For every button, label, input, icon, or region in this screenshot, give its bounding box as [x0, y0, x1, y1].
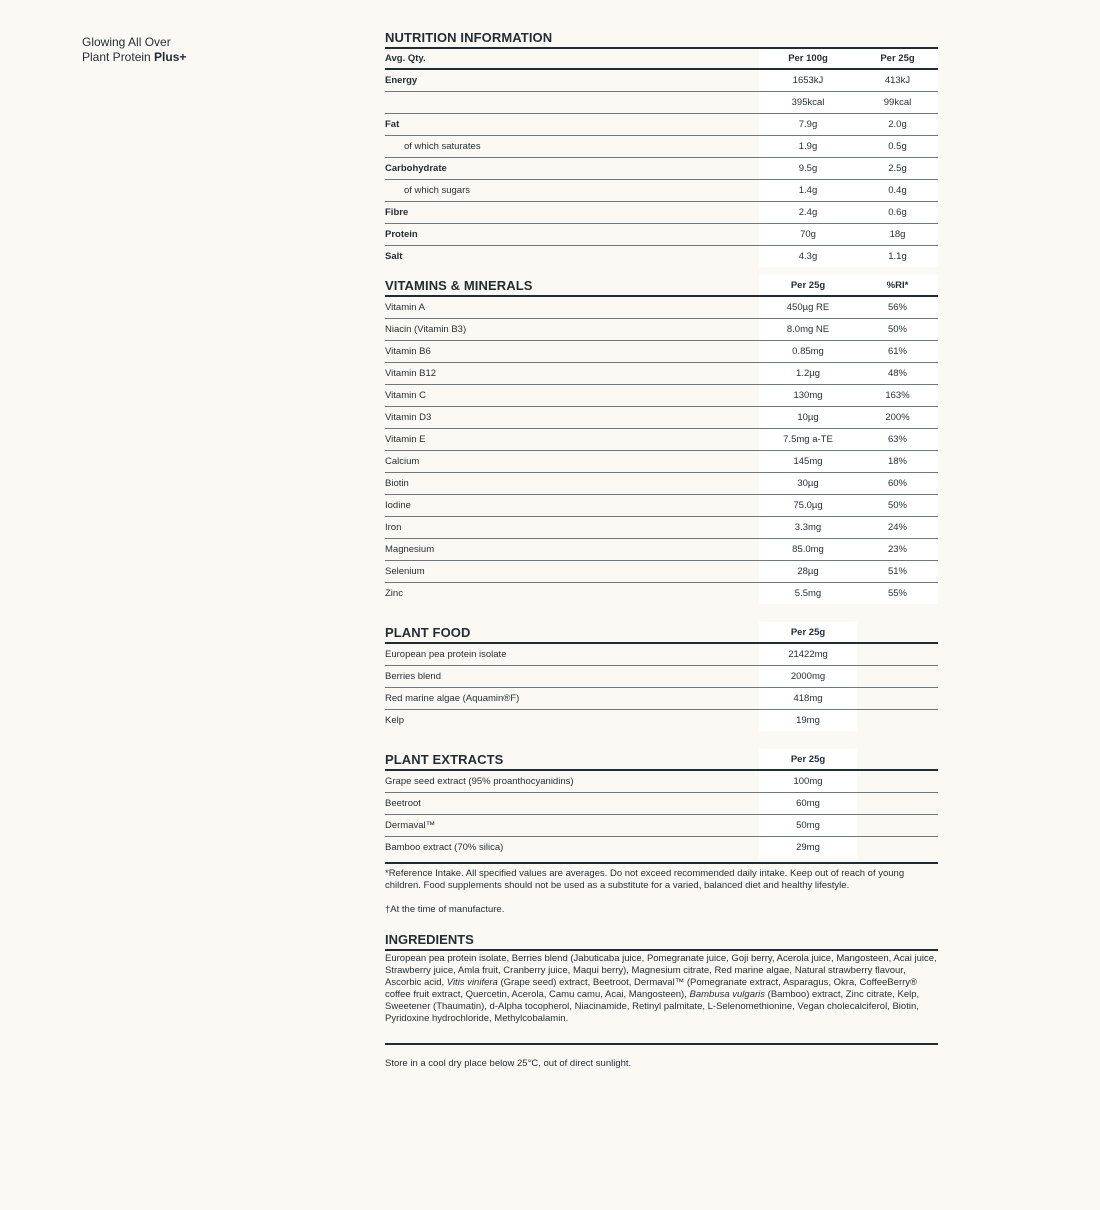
row-label: Red marine algae (Aquamin®F): [385, 693, 520, 704]
row-value-2: 61%: [857, 341, 938, 362]
row-value-1: 100mg: [759, 771, 857, 792]
row-empty-cell: [857, 793, 938, 814]
plant-extract-row: [385, 815, 938, 837]
row-value-1: 418mg: [759, 688, 857, 709]
row-label: Iodine: [385, 500, 411, 511]
nutrition-row: [385, 114, 938, 136]
row-value-1: 130mg: [759, 385, 857, 406]
vitamin-row: [385, 319, 938, 341]
plant-food-row: [385, 710, 938, 731]
ingredients-title: INGREDIENTS: [385, 932, 938, 951]
row-label: Magnesium: [385, 544, 435, 555]
row-value-1: 10µg: [759, 407, 857, 428]
row-label: Selenium: [385, 566, 425, 577]
row-label: Vitamin A: [385, 302, 425, 313]
plant-food-header-row: [385, 622, 938, 644]
row-value-1: 395kcal: [759, 92, 857, 113]
header-per-100g: Per 100g: [759, 49, 857, 68]
product-line-2-regular: Plant Protein: [82, 50, 155, 64]
vitamin-row: [385, 341, 938, 363]
nutrition-header-row: [385, 49, 938, 70]
plant-extract-row: [385, 837, 938, 858]
row-value-1: 85.0mg: [759, 539, 857, 560]
row-value-1: 60mg: [759, 793, 857, 814]
vitamin-row: [385, 473, 938, 495]
row-label: Salt: [385, 251, 403, 262]
row-value-2: 163%: [857, 385, 938, 406]
row-empty-cell: [857, 710, 938, 731]
row-value-2: 2.0g: [857, 114, 938, 135]
row-value-1: 7.5mg a-TE: [759, 429, 857, 450]
row-value-2: 24%: [857, 517, 938, 538]
row-value-2: 48%: [857, 363, 938, 384]
nutrition-row: [385, 202, 938, 224]
nutrition-row: [385, 70, 938, 92]
row-value-2: 50%: [857, 319, 938, 340]
row-label: Fat: [385, 119, 400, 130]
row-value-1: 145mg: [759, 451, 857, 472]
row-value-2: 56%: [857, 297, 938, 318]
row-value-1: 19mg: [759, 710, 857, 731]
row-label: European pea protein isolate: [385, 649, 507, 660]
plant-extracts-header-row: [385, 749, 938, 771]
row-value-2: 99kcal: [857, 92, 938, 113]
ingredient-text-part: European pea protein isolate, Berries blend (Jabuticaba juice, Pomegranate juice, Goji berry, Acerola juice, Mangosteen, Acai juice, Strawberry juice, Amla fruit, Cranberry juice, Maqui berry), Magnesium citrate, Red marine algae, Natural strawberry flavour, Ascorbic acid,: [385, 953, 937, 988]
vitamin-row: [385, 363, 938, 385]
row-empty-cell: [857, 666, 938, 687]
vitamins-header-per-25g: Per 25g: [759, 275, 857, 295]
row-empty-cell: [857, 837, 938, 858]
row-value-2: 63%: [857, 429, 938, 450]
row-empty-cell: [857, 644, 938, 665]
reference-intake-note: *Reference Intake. All specified values are averages. Do not exceed recommended daily intake. Keep out of reach of young children. Food supplements should not be used as a substitute for a varied, balanced diet and healthy lifestyle.: [385, 868, 905, 891]
row-value-2: 2.5g: [857, 158, 938, 179]
nutrition-row: [385, 180, 938, 202]
row-label: Vitamin E: [385, 434, 426, 445]
row-value-2: 60%: [857, 473, 938, 494]
nutrition-row: [385, 246, 938, 267]
row-value-1: 29mg: [759, 837, 857, 858]
row-label: Beetroot: [385, 798, 421, 809]
row-label: Grape seed extract (95% proanthocyanidins): [385, 776, 574, 787]
row-value-2: 50%: [857, 495, 938, 516]
product-line-2: [82, 50, 186, 65]
row-value-2: 55%: [857, 583, 938, 604]
row-value-1: 50mg: [759, 815, 857, 836]
row-label: Kelp: [385, 715, 405, 726]
row-label: Energy: [385, 75, 418, 86]
header-avg-qty: Avg. Qty.: [385, 53, 426, 64]
row-label: Vitamin B12: [385, 368, 437, 379]
row-value-1: 5.5mg: [759, 583, 857, 604]
plant-food-title: PLANT FOOD: [385, 625, 471, 640]
row-value-1: 21422mg: [759, 644, 857, 665]
plant-food-header-per-25g: Per 25g: [759, 622, 857, 642]
vitamin-row: [385, 539, 938, 561]
row-label: Vitamin B6: [385, 346, 431, 357]
storage-instructions: Store in a cool dry place below 25°C, out of direct sunlight.: [385, 1043, 938, 1069]
row-value-2: 200%: [857, 407, 938, 428]
product-line-2-bold: Plus+: [154, 50, 187, 64]
ingredient-latin-name: Vitis vinifera: [446, 977, 498, 988]
vitamins-header-row: [385, 275, 938, 297]
row-label: Niacin (Vitamin B3): [385, 324, 467, 335]
vitamin-row: [385, 429, 938, 451]
plant-food-row: [385, 644, 938, 666]
row-value-1: 1.9g: [759, 136, 857, 157]
header-per-25g: Per 25g: [857, 49, 938, 68]
manufacture-note: †At the time of manufacture.: [385, 904, 505, 915]
plant-food-row: [385, 666, 938, 688]
row-label: Vitamin D3: [385, 412, 432, 423]
row-value-1: 9.5g: [759, 158, 857, 179]
row-value-1: 7.9g: [759, 114, 857, 135]
nutrition-row: [385, 224, 938, 246]
vitamins-title: VITAMINS & MINERALS: [385, 278, 533, 293]
row-value-1: 1653kJ: [759, 70, 857, 91]
vitamin-row: [385, 407, 938, 429]
vitamin-row: [385, 583, 938, 604]
row-value-1: 450µg RE: [759, 297, 857, 318]
row-label: Carbohydrate: [385, 163, 447, 174]
row-value-2: 413kJ: [857, 70, 938, 91]
row-value-2: 18g: [857, 224, 938, 245]
nutrition-section: [385, 28, 938, 267]
vitamins-header-ri: %RI*: [857, 275, 938, 295]
row-value-1: 3.3mg: [759, 517, 857, 538]
plant-extracts-section: [385, 749, 938, 858]
row-label: Calcium: [385, 456, 420, 467]
nutrition-title: NUTRITION INFORMATION: [385, 30, 553, 45]
row-label: of which saturates: [404, 141, 481, 152]
row-value-2: 0.6g: [857, 202, 938, 223]
row-value-1: 70g: [759, 224, 857, 245]
row-value-2: 18%: [857, 451, 938, 472]
row-empty-cell: [857, 815, 938, 836]
row-label: Fibre: [385, 207, 409, 218]
vitamin-row: [385, 561, 938, 583]
row-label: Biotin: [385, 478, 409, 489]
row-label: Iron: [385, 522, 402, 533]
plant-extract-row: [385, 771, 938, 793]
row-label: Protein: [385, 229, 418, 240]
row-empty-cell: [857, 688, 938, 709]
product-name: [82, 35, 186, 65]
nutrition-panel: [385, 28, 938, 1069]
row-value-2: 0.5g: [857, 136, 938, 157]
plant-extracts-header-per-25g: Per 25g: [759, 749, 857, 769]
nutrition-title-row: [385, 28, 938, 49]
row-label: Berries blend: [385, 671, 441, 682]
plant-extracts-title: PLANT EXTRACTS: [385, 752, 504, 767]
row-value-1: 2.4g: [759, 202, 857, 223]
plant-food-row: [385, 688, 938, 710]
row-label: Vitamin C: [385, 390, 427, 401]
row-value-1: 30µg: [759, 473, 857, 494]
row-value-1: 2000mg: [759, 666, 857, 687]
row-value-1: 1.4g: [759, 180, 857, 201]
row-value-2: 23%: [857, 539, 938, 560]
row-value-1: 75.0µg: [759, 495, 857, 516]
plant-extract-row: [385, 793, 938, 815]
row-label: of which sugars: [404, 185, 471, 196]
row-label: Zinc: [385, 588, 403, 599]
ingredient-text-part: (Grape seed) extract, Beetroot, Dermaval™ (Pomegranate extract, Asparagus, Okra, CoffeeBerry® coffee fruit extract, Quercetin, Acerola, Camu camu, Acai, Mangosteen),: [385, 977, 918, 1000]
row-empty-cell: [857, 771, 938, 792]
nutrition-row: [385, 92, 938, 114]
vitamin-row: [385, 385, 938, 407]
vitamins-section: [385, 275, 938, 604]
ingredient-text-part: (Bamboo) extract, Zinc citrate, Kelp, Sweetener (Thaumatin), d-Alpha tocopherol, Niacinamide, Retinyl palmitate, L-Selenomethionine, Vegan cholecalciferol, Biotin, Pyridoxine hydrochloride, Methylcobalamin.: [385, 989, 920, 1024]
vitamin-row: [385, 517, 938, 539]
row-label: Dermaval™: [385, 820, 436, 831]
ingredient-latin-name: Bambusa vulgaris: [689, 989, 766, 1000]
row-value-1: 8.0mg NE: [759, 319, 857, 340]
nutrition-row: [385, 136, 938, 158]
footnotes: [385, 862, 938, 916]
vitamin-row: [385, 451, 938, 473]
product-line-1: Glowing All Over: [82, 35, 171, 49]
row-value-2: 51%: [857, 561, 938, 582]
ingredients-text: [385, 951, 938, 1025]
row-value-2: 1.1g: [857, 246, 938, 267]
row-label: Bamboo extract (70% silica): [385, 842, 504, 853]
row-value-1: 0.85mg: [759, 341, 857, 362]
vitamin-row: [385, 495, 938, 517]
row-value-1: 28µg: [759, 561, 857, 582]
nutrition-row: [385, 158, 938, 180]
row-value-1: 4.3g: [759, 246, 857, 267]
vitamin-row: [385, 297, 938, 319]
row-value-1: 1.2µg: [759, 363, 857, 384]
row-value-2: 0.4g: [857, 180, 938, 201]
plant-food-section: [385, 622, 938, 731]
